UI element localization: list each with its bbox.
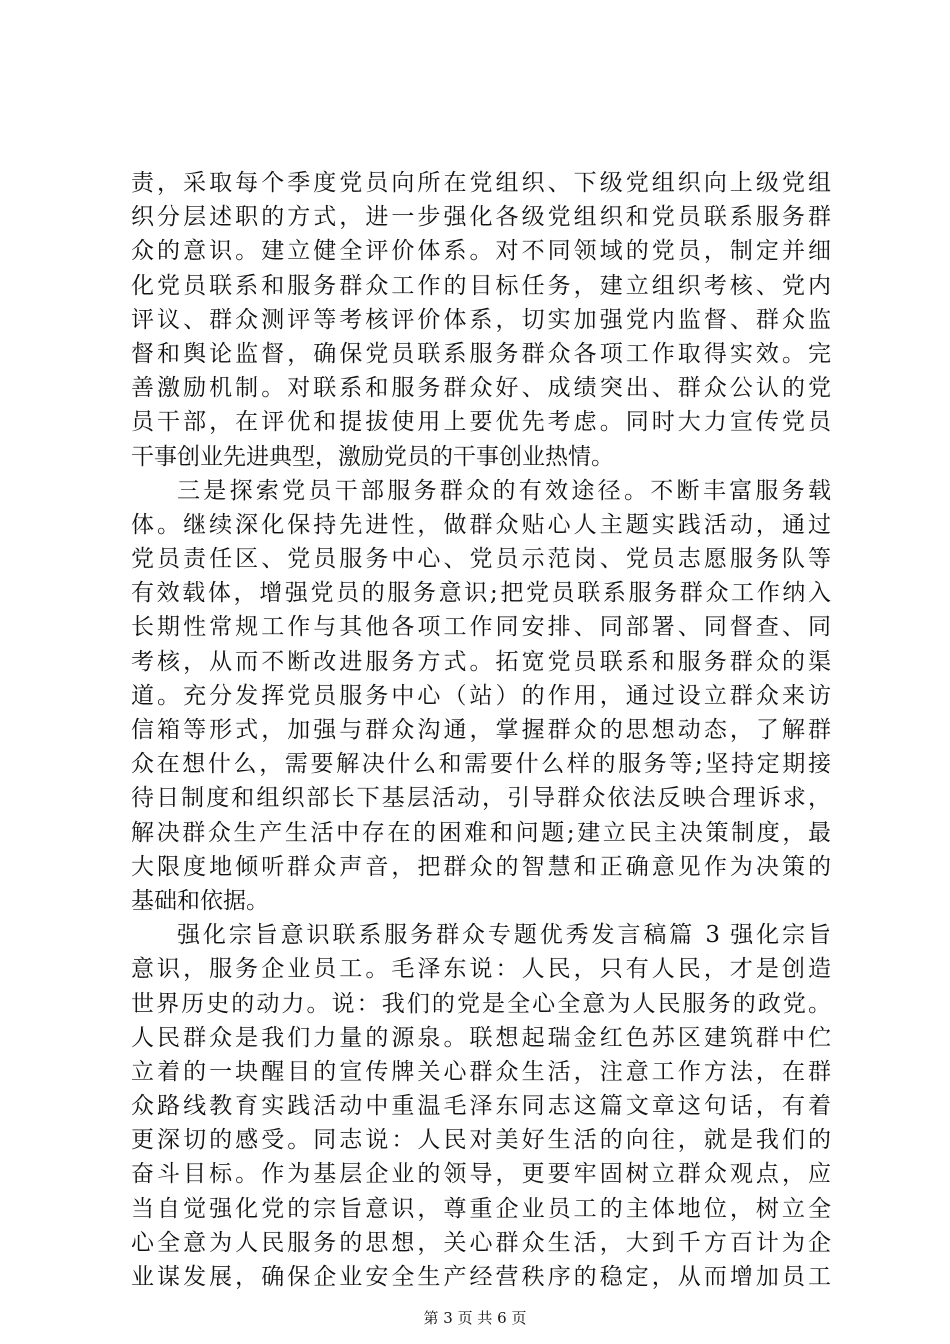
text-line: 考核，从而不断改进服务方式。拓宽党员联系和服务群众的渠 bbox=[131, 648, 831, 675]
text-line: 待日制度和组织部长下基层活动，引导群众依法反映合理诉求， bbox=[131, 785, 831, 812]
paragraph-start-line: 强化宗旨意识联系服务群众专题优秀发言稿篇 3 强化宗旨 bbox=[177, 922, 831, 949]
text-line: 党员责任区、党员服务中心、党员示范岗、党员志愿服务队等 bbox=[131, 546, 831, 573]
text-line: 业谋发展，确保企业安全生产经营秩序的稳定，从而增加员工 bbox=[131, 1264, 831, 1290]
text-line: 基础和依据。 bbox=[131, 887, 269, 914]
paragraph-start-line: 三是探索党员干部服务群众的有效途径。不断丰富服务载 bbox=[177, 477, 831, 504]
text-line: 信箱等形式，加强与群众沟通，掌握群众的思想动态，了解群 bbox=[131, 717, 831, 743]
text-line: 善激励机制。对联系和服务群众好、成绩突出、群众公认的党 bbox=[131, 375, 831, 402]
text-line: 大限度地倾听群众声音，把群众的智慧和正确意见作为决策的 bbox=[131, 853, 831, 880]
text-line: 众的意识。建立健全评价体系。对不同领域的党员，制定并细 bbox=[131, 238, 831, 265]
text-line: 解决群众生产生活中存在的困难和问题;建立民主决策制度，最 bbox=[131, 819, 831, 846]
text-line: 更深切的感受。同志说：人民对美好生活的向往，就是我们的 bbox=[131, 1127, 831, 1154]
text-line: 奋斗目标。作为基层企业的领导，更要牢固树立群众观点，应 bbox=[131, 1161, 831, 1188]
text-line: 员干部，在评优和提拔使用上要优先考虑。同时大力宣传党员 bbox=[131, 409, 831, 436]
text-line: 有效载体，增强党员的服务意识;把党员联系服务群众工作纳入 bbox=[131, 580, 831, 607]
text-line: 当自觉强化党的宗旨意识，尊重企业员工的主体地位，树立全 bbox=[131, 1195, 831, 1222]
text-line: 道。充分发挥党员服务中心（站）的作用，通过设立群众来访 bbox=[131, 682, 831, 709]
text-line: 心全意为人民服务的思想，关心群众生活，大到千方百计为企 bbox=[131, 1229, 831, 1256]
text-line: 督和舆论监督，确保党员联系服务群众各项工作取得实效。完 bbox=[131, 340, 831, 367]
text-line: 评议、群众测评等考核评价体系，切实加强党内监督、群众监 bbox=[131, 306, 831, 333]
text-line: 人民群众是我们力量的源泉。联想起瑞金红色苏区建筑群中伫 bbox=[131, 1024, 831, 1051]
text-line: 化党员联系和服务群众工作的目标任务，建立组织考核、党内 bbox=[131, 272, 831, 299]
text-line: 干事创业先进典型，激励党员的干事创业热情。 bbox=[131, 443, 614, 470]
text-line: 长期性常规工作与其他各项工作同安排、同部署、同督查、同 bbox=[131, 614, 831, 641]
text-line: 体。继续深化保持先进性，做群众贴心人主题实践活动，通过 bbox=[131, 511, 831, 538]
document-body bbox=[131, 166, 831, 1294]
text-line: 立着的一块醒目的宣传牌关心群众生活，注意工作方法，在群 bbox=[131, 1058, 831, 1085]
text-line: 责，采取每个季度党员向所在党组织、下级党组织向上级党组 bbox=[131, 170, 831, 196]
text-line: 意识，服务企业员工。毛泽东说：人民，只有人民，才是创造 bbox=[131, 956, 831, 983]
page-number-footer: 第 3 页 共 6 页 bbox=[423, 1309, 527, 1327]
text-line: 众路线教育实践活动中重温毛泽东同志这篇文章这句话，有着 bbox=[131, 1093, 831, 1120]
text-line: 世界历史的动力。说：我们的党是全心全意为人民服务的政党。 bbox=[131, 990, 831, 1017]
text-line: 织分层述职的方式，进一步强化各级党组织和党员联系服务群 bbox=[131, 204, 831, 231]
text-line: 众在想什么，需要解决什么和需要什么样的服务等;坚持定期接 bbox=[131, 751, 831, 778]
